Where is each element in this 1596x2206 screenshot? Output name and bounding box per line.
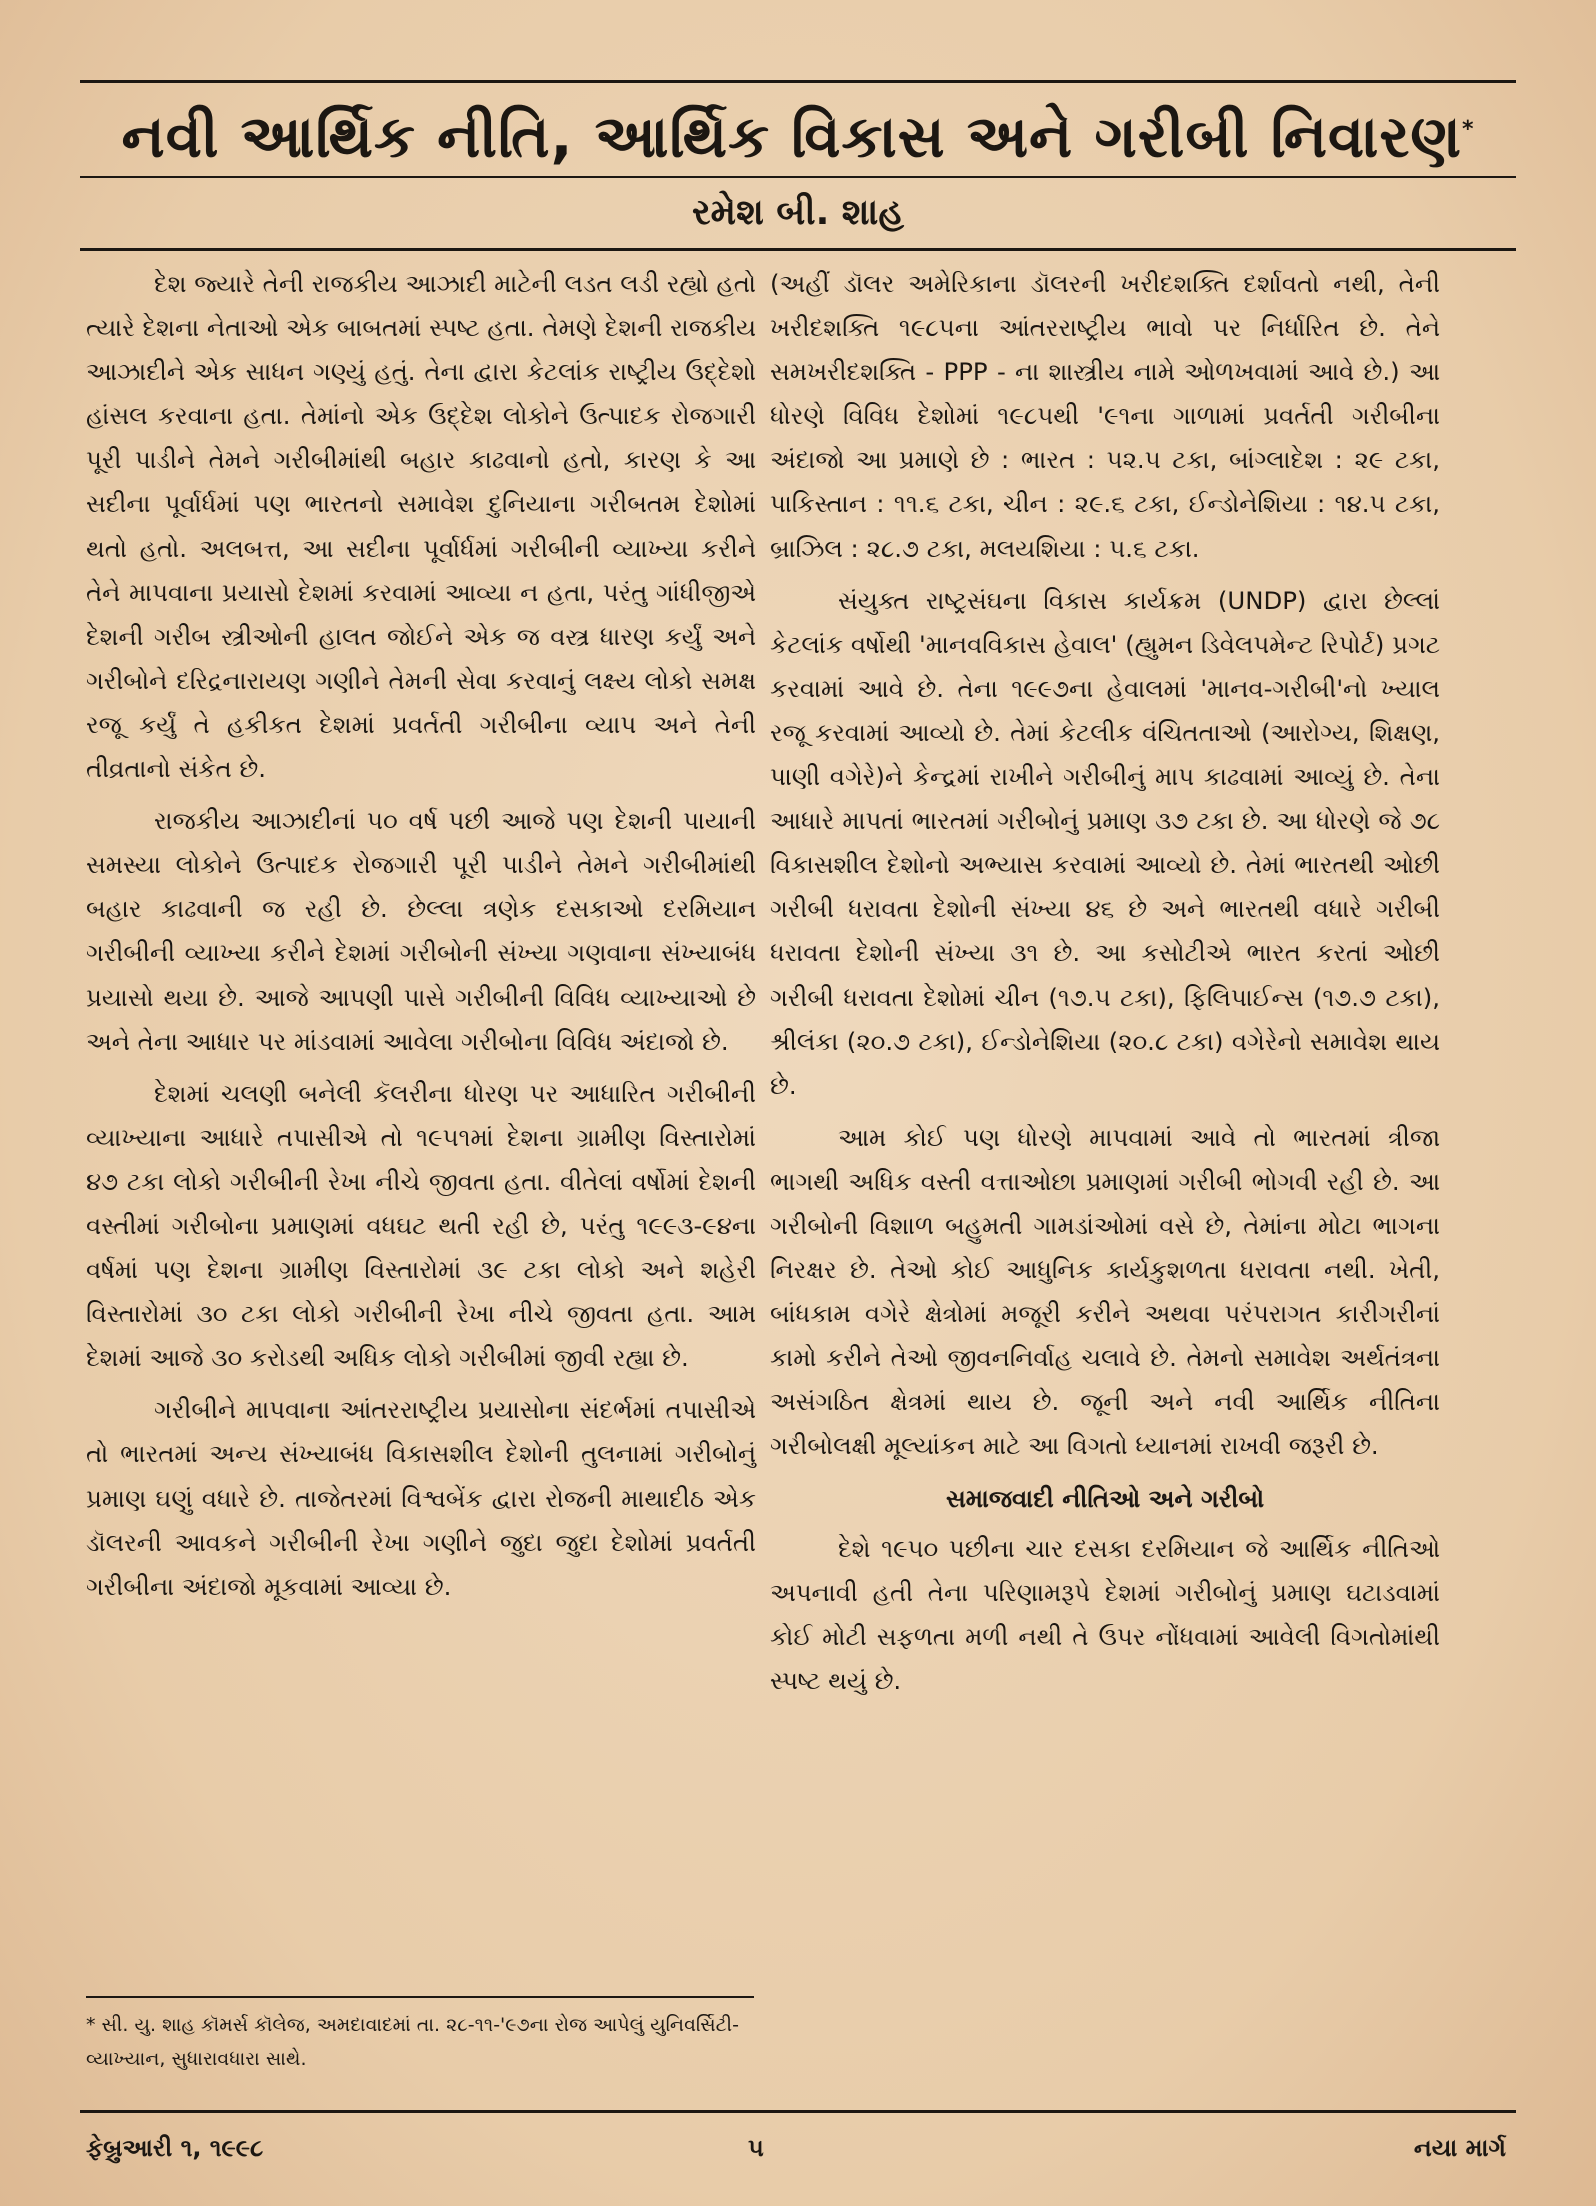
footer-rule — [80, 2110, 1516, 2113]
right-paragraph-1: સંયુક્ત રાષ્ટ્રસંઘના વિકાસ કાર્યક્રમ (UNDP) દ્વારા છેલ્લાં કેટલાંક વર્ષોથી 'માનવવિકાસ હેવાલ' (હ્યુમન ડિવેલપમેન્ટ રિપોર્ટ) પ્રગટ કરવામાં આવે છે. તેના ૧૯૯૭ના હેવાલમાં 'માનવ-ગરીબી'નો ખ્યાલ રજૂ કરવામાં આવ્યો છે. તેમાં કેટલીક વંચિતતાઓ (આરોગ્ય, શિક્ષણ, પાણી વગેરે)ને કેન્દ્રમાં રાખીને ગરીબીનું માપ કાઢવામાં આવ્યું છે. તેના આધારે માપતાં ભારતમાં ગરીબોનું પ્રમાણ ૩૭ ટકા છે. આ ધોરણે જે ૭૮ વિકાસશીલ દેશોનો અભ્યાસ કરવામાં આવ્યો છે. તેમાં ભારતથી ઓછી ગરીબી ધરાવતા દેશોની સંખ્યા ૪૬ છે અને ભારતથી વધારે ગરીબી ધરાવતા દેશોની સંખ્યા ૩૧ છે. આ કસોટીએ ભારત કરતાં ઓછી ગરીબી ધરાવતા દેશોમાં ચીન (૧૭.૫ ટકા), ફિલિપાઈન્સ (૧૭.૭ ટકા), શ્રીલંકા (૨૦.૭ ટકા), ઈન્ડોનેશિયા (૨૦.૮ ટકા) વગેરેનો સમાવેશ થાય છે. — [770, 585, 1440, 1100]
right-continuation-paragraph: (અહીં ડૉલર અમેરિકાના ડૉલરની ખરીદશક્તિ દર્શાવતો નથી, તેની ખરીદશક્તિ ૧૯૮૫ના આંતરરાષ્ટ્રીય ભાવો પર નિર્ધારિત છે. તેને સમખરીદશક્તિ - PPP - ના શાસ્ત્રીય નામે ઓળખવામાં આવે છે.) આ ધોરણે વિવિધ દેશોમાં ૧૯૮૫થી '૯૧ના ગાળામાં પ્રવર્તતી ગરીબીના અંદાજો આ પ્રમાણે છે : ભારત : ૫૨.૫ ટકા, બાંગ્લાદેશ : ૨૯ ટકા, પાકિસ્તાન : ૧૧.૬ ટકા, ચીન : ૨૯.૬ ટકા, ઈન્ડોનેશિયા : ૧૪.૫ ટકા, બ્રાઝિલ : ૨૮.૭ ટકા, મલયશિયા : ૫.૬ ટકા. — [770, 269, 1440, 563]
left-paragraph-3: દેશમાં ચલણી બનેલી કૅલરીના ધોરણ પર આધારિત ગરીબીની વ્યાખ્યાના આધારે તપાસીએ તો ૧૯૫૧માં દેશના ગ્રામીણ વિસ્તારોમાં ૪૭ ટકા લોકો ગરીબીની રેખા નીચે જીવતા હતા. વીતેલાં વર્ષોમાં દેશની વસ્તીમાં ગરીબોના પ્રમાણમાં વધઘટ થતી રહી છે, પરંતુ ૧૯૯૩-૯૪ના વર્ષમાં પણ દેશના ગ્રામીણ વિસ્તારોમાં ૩૯ ટકા લોકો અને શહેરી વિસ્તારોમાં ૩૦ ટકા લોકો ગરીબીની રેખા નીચે જીવતા હતા. આમ દેશમાં આજે ૩૦ કરોડથી અધિક લોકો ગરીબીમાં જીવી રહ્યા છે. — [86, 1078, 756, 1373]
article-author: રમેશ બી. શાહ — [692, 192, 904, 233]
footer-date: ફેબ્રુઆરી ૧, ૧૯૯૮ — [86, 2134, 264, 2162]
left-paragraph-2: રાજકીય આઝાદીનાં ૫૦ વર્ષ પછી આજે પણ દેશની પાયાની સમસ્યા લોકોને ઉત્પાદક રોજગારી પૂરી પાડીને તેમને ગરીબીમાંથી બહાર કાઢવાની જ રહી છે. છેલ્લા ત્રણેક દસકાઓ દરમિયાન ગરીબીની વ્યાખ્યા કરીને દેશમાં ગરીબોની સંખ્યા ગણવાના સંખ્યાબંધ પ્રયાસો થયા છે. આજે આપણી પાસે ગરીબીની વિવિધ વ્યાખ્યાઓ છે અને તેના આધાર પર માંડવામાં આવેલા ગરીબોના વિવિધ અંદાજો છે. — [86, 806, 756, 1056]
footer-page-number: ૫ — [748, 2134, 764, 2162]
right-paragraph-2: આમ કોઈ પણ ધોરણે માપવામાં આવે તો ભારતમાં ત્રીજા ભાગથી અધિક વસ્તી વત્તાઓછા પ્રમાણમાં ગરીબી ભોગવી રહી છે. આ ગરીબોની વિશાળ બહુમતી ગામડાંઓમાં વસે છે, તેમાંના મોટા ભાગના નિરક્ષર છે. તેઓ કોઈ આધુનિક કાર્યકુશળતા ધરાવતા નથી. ખેતી, બાંધકામ વગેરે ક્ષેત્રોમાં મજૂરી કરીને અથવા પરંપરાગત કારીગરીનાં કામો કરીને તેઓ જીવનનિર્વાહ ચલાવે છે. તેમનો સમાવેશ અર્થતંત્રના અસંગઠિત ક્ષેત્રમાં થાય છે. જૂની અને નવી આર્થિક નીતિના ગરીબોલક્ષી મૂલ્યાંકન માટે આ વિગતો ધ્યાનમાં રાખવી જરૂરી છે. — [770, 1122, 1440, 1461]
top-rule — [80, 80, 1516, 83]
article-title: નવી આર્થિક નીતિ, આર્થિક વિકાસ અને ગરીબી નિવારણ — [121, 102, 1462, 171]
right-last-paragraph: દેશે ૧૯૫૦ પછીના ચાર દસકા દરમિયાન જે આર્થિક નીતિઓ અપનાવી હતી તેના પરિણામરૂપે દેશમાં ગરીબોનું પ્રમાણ ઘટાડવામાં કોઈ મોટી સફળતા મળી નથી તે ઉપર નોંધવામાં આવેલી વિગતોમાંથી સ્પષ્ટ થયું છે. — [770, 1533, 1440, 1695]
article-title-block — [80, 92, 1516, 174]
title-rule — [80, 176, 1516, 178]
footnote-rule — [86, 1996, 754, 1998]
footnote: * સી. યુ. શાહ કૉમર્સ કૉલેજ, અમદાવાદમાં તા. ૨૮-૧૧-'૯૭ના રોજ આપેલું યુનિવર્સિટી-વ્યાખ્યાન, સુધારાવધારા સાથે. — [86, 2014, 739, 2070]
left-column — [86, 262, 756, 1617]
left-paragraph-1: દેશ જ્યારે તેની રાજકીય આઝાદી માટેની લડત લડી રહ્યો હતો ત્યારે દેશના નેતાઓ એક બાબતમાં સ્પષ્ટ હતા. તેમણે દેશની રાજકીય આઝાદીને એક સાધન ગણ્યું હતું. તેના દ્વારા કેટલાંક રાષ્ટ્રીય ઉદ્દેશો હાંસલ કરવાના હતા. તેમાંનો એક ઉદ્દેશ લોકોને ઉત્પાદક રોજગારી પૂરી પાડીને તેમને ગરીબીમાંથી બહાર કાઢવાનો હતો, કારણ કે આ સદીના પૂર્વાર્ધમાં પણ ભારતનો સમાવેશ દુનિયાના ગરીબતમ દેશોમાં થતો હતો. અલબત્ત, આ સદીના પૂર્વાર્ધમાં ગરીબીની વ્યાખ્યા કરીને તેને માપવાના પ્રયાસો દેશમાં કરવામાં આવ્યા ન હતા, પરંતુ ગાંધીજીએ દેશની ગરીબ સ્ત્રીઓની હાલત જોઈને એક જ વસ્ત્ર ધારણ કર્યું અને ગરીબોને દરિદ્રનારાયણ ગણીને તેમની સેવા કરવાનું લક્ષ્ય લોકો સમક્ષ રજૂ કર્યું તે હકીકત દેશમાં પ્રવર્તતી ગરીબીના વ્યાપ અને તેની તીવ્રતાનો સંકેત છે. — [86, 269, 756, 784]
footer-publication: નયા માર્ગ — [1413, 2134, 1506, 2162]
section-subheading: સમાજવાદી નીતિઓ અને ગરીબો — [945, 1483, 1265, 1513]
author-rule — [80, 248, 1516, 251]
left-paragraph-4: ગરીબીને માપવાના આંતરરાષ્ટ્રીય પ્રયાસોના સંદર્ભમાં તપાસીએ તો ભારતમાં અન્ય સંખ્યાબંધ વિકાસશીલ દેશોની તુલનામાં ગરીબોનું પ્રમાણ ઘણું વધારે છે. તાજેતરમાં વિશ્વબેંક દ્વારા રોજની માથાદીઠ એક ડૉલરની આવકને ગરીબીની રેખા ગણીને જુદા જુદા દેશોમાં પ્રવર્તતી ગરીબીના અંદાજો મૂકવામાં આવ્યા છે. — [86, 1395, 756, 1601]
right-column — [770, 262, 1440, 1711]
title-footnote-mark: * — [1461, 117, 1475, 142]
